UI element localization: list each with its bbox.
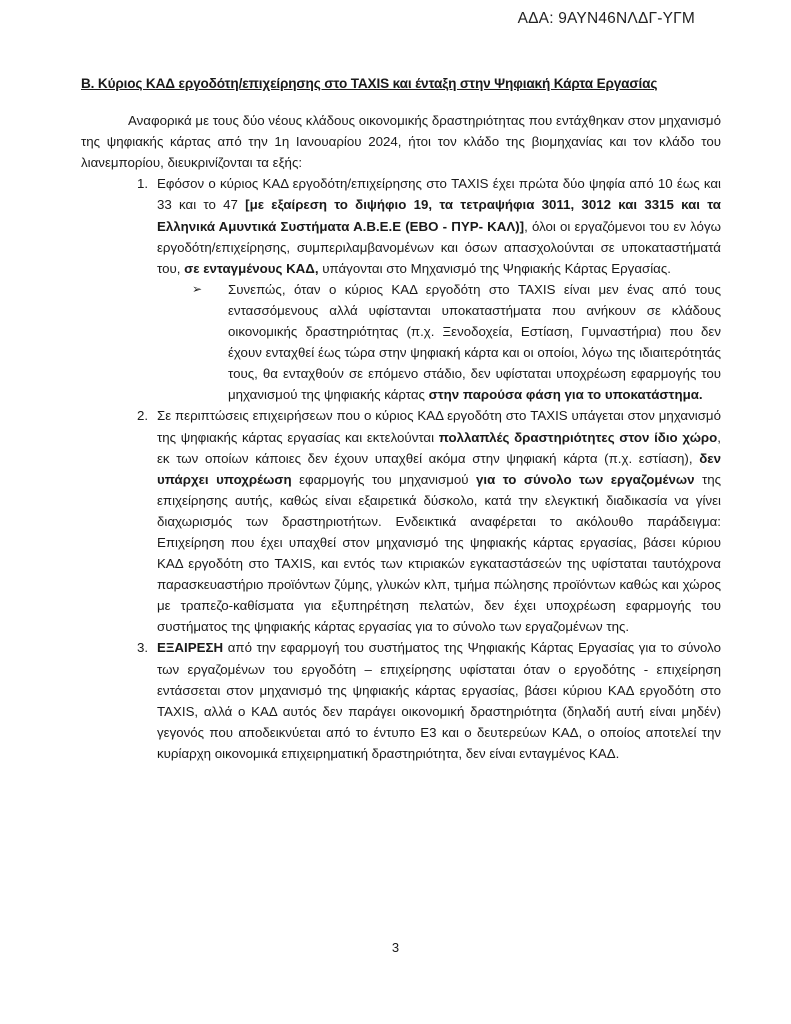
sub-bullet-item bbox=[192, 279, 721, 406]
item-text: από την εφαρμογή του συστήματος της Ψηφιακής Κάρτας Εργασίας για το σύνολο των εργαζομένων του εργοδότη – επιχείρησης υφίσταται όταν ο εργοδότης - επιχείρηση εντάσσεται στον μηχανισμό της ψηφιακής κάρτας εργασίας, βάσει κύριου ΚΑΔ εργοδότη στο TAXIS, αλλά ο ΚΑΔ αυτός δεν παράγει οικονομική δραστηριότητα (δηλαδή αυτή είναι μηδέν) γεγονός που αποδεικνύεται από το έντυπο Ε3 και ο δευτερεύων ΚΑΔ, ο οποίος αποτελεί την κυρίαρχη οικονομικά επιχειρηματική δραστηριότητα, δεν είναι ενταγμένος ΚΑΔ. bbox=[157, 640, 721, 761]
ada-code: ΑΔΑ: 9ΑΥΝ46ΝΛΔΓ-ΥΓΜ bbox=[517, 10, 695, 27]
list-number: 2. bbox=[137, 408, 149, 424]
item-text: , εκ των οποίων κάποιες δεν έχουν υπαχθεί ακόμα στην ψηφιακή κάρτα (π.χ. εστίαση), bbox=[157, 429, 721, 466]
numbered-list bbox=[81, 173, 721, 764]
arrow-bullet-icon: ➢ bbox=[192, 281, 203, 296]
item-text-bold: [με εξαίρεση το διψήφιο 19, τα τετραψήφια 3011, 3012 και 3315 και τα Ελληνικά Αμυντικά Συστήματα Α.Β.Ε.Ε (ΕΒΟ - ΠΥΡ- ΚΑΛ)] bbox=[157, 197, 721, 234]
page-number: 3 bbox=[391, 940, 400, 955]
item-text-bold: δεν υπάρχει υποχρέωση bbox=[157, 450, 721, 487]
item-text: της επιχείρησης αυτής, καθώς είναι εξαιρετικά δύσκολο, κατά την ελεγκτική διαδικασία να γίνει διαχωρισμός των δραστηριοτήτων. Ενδεικτικά αναφέρεται το ακόλουθο παράδειγμα: Επιχείρηση που έχει υπαχθεί στον μηχανισμό της ψηφιακής κάρτας εργασίας, βάσει κύριου ΚΑΔ εργοδότη στο TAXIS, και εντός των κτιριακών εγκαταστάσεών της υφίσταται ταυτόχρονα παρασκευαστήριο προϊόντων ζύμης, γλυκών κλπ, τμήμα πώλησης προϊόντων καθώς και χώρος με τραπεζο-καθίσματα για εξυπηρέτηση πελατών, δεν έχει υποχρέωση εφαρμογής του συστήματος της ψηφιακής κάρτας εργασίας για το σύνολο των εργαζομένων της. bbox=[157, 471, 722, 635]
item-text: Εφόσον ο κύριος ΚΑΔ εργοδότη/επιχείρησης στο TAXIS έχει πρώτα δύο ψηφία από 10 έως και 33 και το 47 bbox=[157, 176, 721, 213]
sub-item-text-bold: στην παρούσα φάση για το υποκατάστημα. bbox=[428, 387, 703, 403]
list-item-3 bbox=[81, 637, 721, 764]
list-item-1 bbox=[81, 173, 721, 405]
item-text: υπάγονται στο Μηχανισμό της Ψηφιακής Κάρτας Εργασίας. bbox=[318, 260, 671, 276]
item-text: Σε περιπτώσεις επιχειρήσεων που ο κύριος ΚΑΔ εργοδότη στο TAXIS υπάγεται στον μηχανισμό της ψηφιακής κάρτας εργασίας και εκτελούνται bbox=[157, 408, 721, 445]
item-text-bold: σε ενταγμένους ΚΑΔ, bbox=[184, 260, 319, 276]
item-text-bold: ΕΞΑΙΡΕΣΗ bbox=[157, 640, 224, 656]
list-item-2 bbox=[81, 405, 721, 637]
list-number: 1. bbox=[137, 176, 149, 192]
document-page bbox=[81, 73, 721, 764]
item-text-bold: πολλαπλές δραστηριότητες στον ίδιο χώρο bbox=[438, 429, 718, 445]
item-text: εφαρμογής του μηχανισμού bbox=[291, 471, 477, 487]
intro-paragraph: Αναφορικά με τους δύο νέους κλάδους οικονομικής δραστηριότητας που εντάχθηκαν στον μηχανισμό της ψηφιακής κάρτας από την 1η Ιανουαρίου 2024, ήτοι τον κλάδο της βιομηχανίας και τον κλάδο του λιανεμπορίου, διευκρινίζονται τα εξής: bbox=[81, 113, 721, 171]
item-text: , όλοι οι εργαζόμενοι του εν λόγω εργοδότη/επιχείρησης, συμπεριλαμβανομένων και όσων απασχολούνται σε υποκαταστήματά του, bbox=[157, 218, 721, 276]
sub-item-text: Συνεπώς, όταν ο κύριος ΚΑΔ εργοδότη στο TAXIS είναι μεν ένας από τους εντασσόμενους αλλά υφίστανται υποκαταστήματα που ανήκουν σε κλάδους οικονομικής δραστηριότητας (π.χ. Ξενοδοχεία, Εστίαση, Γυμναστήρια) που δεν έχουν ενταχθεί έως τώρα στην ψηφιακή κάρτα και οι οποίοι, λόγω της ιδιαιτερότητάς τους, θα ενταχθούν σε επόμενο στάδιο, δεν υφίσταται υποχρέωση εφαρμογής του μηχανισμού της ψηφιακής κάρτας bbox=[228, 281, 721, 403]
list-number: 3. bbox=[137, 640, 149, 656]
item-text-bold: για το σύνολο των εργαζομένων bbox=[476, 471, 695, 487]
section-heading: Β. Κύριος ΚΑΔ εργοδότη/επιχείρησης στο TAXIS και ένταξη στην Ψηφιακή Κάρτα Εργασίας bbox=[81, 76, 658, 91]
